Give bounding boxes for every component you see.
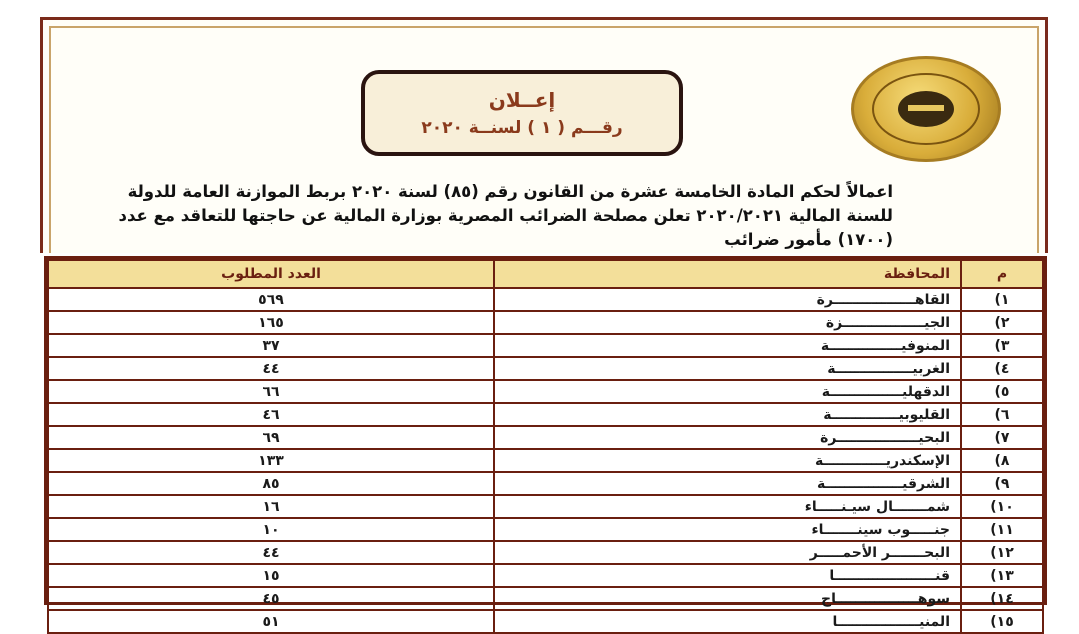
row-num: ٤): [961, 357, 1043, 380]
row-num: ١٥): [961, 610, 1043, 633]
row-count: ٤٥: [48, 587, 494, 610]
table-body: [48, 288, 1043, 633]
row-count: ١٠: [48, 518, 494, 541]
row-num: ٣): [961, 334, 1043, 357]
row-num: ٥): [961, 380, 1043, 403]
row-count: ١٦٥: [48, 311, 494, 334]
row-count: ١٦: [48, 495, 494, 518]
row-num: ٩): [961, 472, 1043, 495]
row-governorate: القليوبيــــــــــــــة: [494, 403, 961, 426]
announcement-panel: [40, 17, 1048, 253]
row-count: ١٣٣: [48, 449, 494, 472]
row-num: ١): [961, 288, 1043, 311]
row-num: ٧): [961, 426, 1043, 449]
row-count: ٦٦: [48, 380, 494, 403]
announcement-title: إعــلان: [488, 88, 556, 112]
row-governorate: الإسكندريـــــــــــــة: [494, 449, 961, 472]
governorates-table: [47, 259, 1044, 634]
row-num: ١١): [961, 518, 1043, 541]
header-governorate: المحافظة: [494, 260, 961, 288]
row-governorate: القاهـــــــــــــــــرة: [494, 288, 961, 311]
table-row: [48, 426, 1043, 449]
row-num: ٢): [961, 311, 1043, 334]
table-row: [48, 472, 1043, 495]
row-governorate: المنوفيـــــــــــــــة: [494, 334, 961, 357]
row-num: ١٤): [961, 587, 1043, 610]
row-count: ٤٤: [48, 357, 494, 380]
row-num: ٨): [961, 449, 1043, 472]
table-row: [48, 311, 1043, 334]
announcement-intro: اعمالاً لحكم المادة الخامسة عشرة من القانون رقم (٨٥) لسنة ٢٠٢٠ بربط الموازنة العامة للدولة للسنة المالية ٢٠٢٠/٢٠٢١ تعلن مصلحة الضرائب المصرية بوزارة المالية عن حاجتها للتعاقد مع عدد (١٧٠٠) مأمور ضرائب: [118, 182, 893, 249]
announcement-title-box: [361, 70, 683, 156]
header-count: العدد المطلوب: [48, 260, 494, 288]
row-governorate: الدقهليـــــــــــــــة: [494, 380, 961, 403]
table-row: [48, 403, 1043, 426]
row-governorate: الجيـــــــــــــــــزة: [494, 311, 961, 334]
row-governorate: جنـــــوب سينـــــــاء: [494, 518, 961, 541]
row-count: ٥٦٩: [48, 288, 494, 311]
table-row: [48, 518, 1043, 541]
row-count: ٤٤: [48, 541, 494, 564]
table-row: [48, 380, 1043, 403]
row-governorate: البحيـــــــــــــــــرة: [494, 426, 961, 449]
ministry-seal-icon: [851, 56, 1001, 162]
governorates-table-wrap: [44, 256, 1047, 630]
row-count: ١٥: [48, 564, 494, 587]
table-row: [48, 610, 1043, 633]
row-governorate: البحـــــــر الأحمـــــر: [494, 541, 961, 564]
table-row: [48, 449, 1043, 472]
row-count: ٤٦: [48, 403, 494, 426]
row-num: ١٣): [961, 564, 1043, 587]
row-num: ١٠): [961, 495, 1043, 518]
row-num: ١٢): [961, 541, 1043, 564]
row-governorate: الغربيــــــــــــــــة: [494, 357, 961, 380]
table-row: [48, 564, 1043, 587]
table-row: [48, 357, 1043, 380]
table-row: [48, 495, 1043, 518]
seal-emblem: [898, 91, 954, 127]
row-count: ٦٩: [48, 426, 494, 449]
table-row: [48, 288, 1043, 311]
table-row: [48, 334, 1043, 357]
row-governorate: سوهـــــــــــــــــاج: [494, 587, 961, 610]
table-header-row: [48, 260, 1043, 288]
row-count: ٥١: [48, 610, 494, 633]
row-count: ٣٧: [48, 334, 494, 357]
row-num: ٦): [961, 403, 1043, 426]
announcement-subtitle: رقـــم ( ١ ) لسنــة ٢٠٢٠: [421, 118, 623, 138]
row-count: ٨٥: [48, 472, 494, 495]
header-num: م: [961, 260, 1043, 288]
row-governorate: شمـــــــال سيـنـــــاء: [494, 495, 961, 518]
row-governorate: الشرقيــــــــــــــــة: [494, 472, 961, 495]
row-governorate: قنـــــــــــــــــــــا: [494, 564, 961, 587]
table-row: [48, 541, 1043, 564]
row-governorate: المنيـــــــــــــــــا: [494, 610, 961, 633]
